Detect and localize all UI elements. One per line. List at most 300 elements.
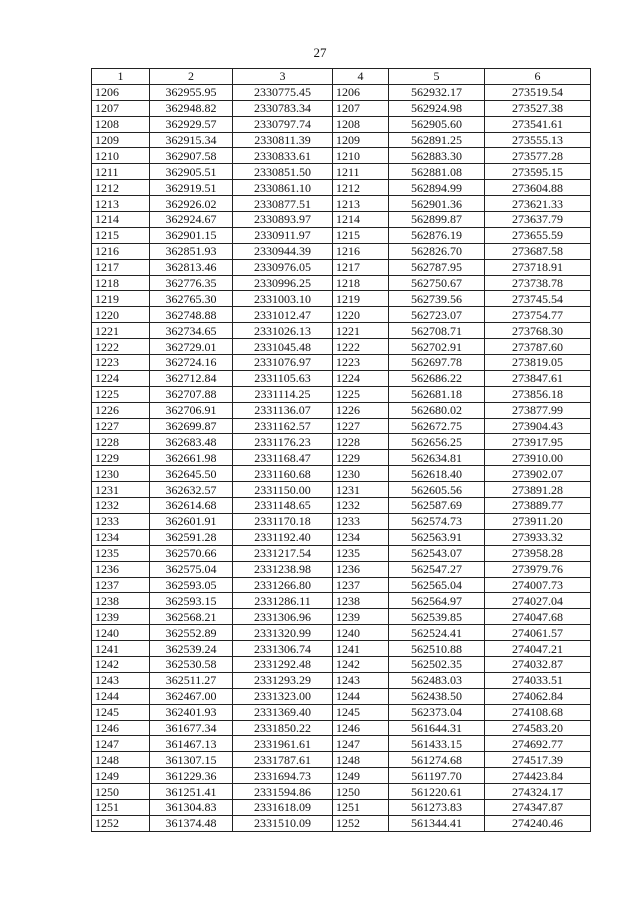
table-cell: 1231	[333, 482, 389, 498]
table-cell: 1251	[333, 799, 389, 815]
table-cell: 362748.88	[150, 307, 233, 323]
table-row	[92, 132, 591, 148]
table-cell: 273819.05	[485, 355, 591, 371]
table-row	[92, 450, 591, 466]
table-cell: 2331105.63	[233, 370, 333, 386]
table-cell: 361467.13	[150, 736, 233, 752]
table-cell: 2331369.40	[233, 704, 333, 720]
table-cell: 2331003.10	[233, 291, 333, 307]
table-cell: 273979.76	[485, 561, 591, 577]
table-cell: 1208	[333, 116, 389, 132]
table-cell: 1206	[92, 84, 150, 100]
table-cell: 1228	[333, 434, 389, 450]
table-cell: 561344.41	[389, 815, 485, 831]
table-cell: 562681.18	[389, 386, 485, 402]
table-cell: 2331323.00	[233, 688, 333, 704]
table-cell: 362729.01	[150, 339, 233, 355]
table-cell: 273527.38	[485, 100, 591, 116]
table-cell: 274047.68	[485, 609, 591, 625]
table-cell: 2330811.39	[233, 132, 333, 148]
table-cell: 1215	[92, 227, 150, 243]
table-cell: 1228	[92, 434, 150, 450]
table-cell: 362948.82	[150, 100, 233, 116]
table-cell: 273904.43	[485, 418, 591, 434]
table-cell: 562723.07	[389, 307, 485, 323]
table-cell: 273856.18	[485, 386, 591, 402]
table-cell: 362919.51	[150, 180, 233, 196]
table-cell: 362929.57	[150, 116, 233, 132]
table-cell: 1243	[92, 672, 150, 688]
table-cell: 2330861.10	[233, 180, 333, 196]
table-cell: 562750.67	[389, 275, 485, 291]
table-cell: 273687.58	[485, 243, 591, 259]
table-row	[92, 434, 591, 450]
table-cell: 1216	[333, 243, 389, 259]
table-cell: 1234	[92, 529, 150, 545]
table-cell: 1217	[92, 259, 150, 275]
table-cell: 2331026.13	[233, 323, 333, 339]
table-cell: 1212	[333, 180, 389, 196]
table-cell: 362901.15	[150, 227, 233, 243]
table-cell: 273595.15	[485, 164, 591, 180]
table-row	[92, 291, 591, 307]
table-cell: 1235	[92, 545, 150, 561]
table-row	[92, 641, 591, 657]
table-row	[92, 339, 591, 355]
table-cell: 562739.56	[389, 291, 485, 307]
table-cell: 273718.91	[485, 259, 591, 275]
table-cell: 562539.85	[389, 609, 485, 625]
table-cell: 273768.30	[485, 323, 591, 339]
table-cell: 274583.20	[485, 720, 591, 736]
table-cell: 562702.91	[389, 339, 485, 355]
table-row	[92, 275, 591, 291]
table-row	[92, 736, 591, 752]
table-cell: 362530.58	[150, 656, 233, 672]
table-row	[92, 196, 591, 212]
table-row	[92, 386, 591, 402]
table-cell: 562891.25	[389, 132, 485, 148]
table-cell: 274324.17	[485, 784, 591, 800]
table-row	[92, 498, 591, 514]
table-cell: 362467.00	[150, 688, 233, 704]
table-cell: 1236	[92, 561, 150, 577]
table-cell: 274062.84	[485, 688, 591, 704]
table-cell: 273519.54	[485, 84, 591, 100]
table-row	[92, 164, 591, 180]
table-cell: 1234	[333, 529, 389, 545]
table-cell: 1252	[333, 815, 389, 831]
table-row	[92, 402, 591, 418]
table-cell: 362765.30	[150, 291, 233, 307]
table-cell: 2331510.09	[233, 815, 333, 831]
table-cell: 362851.93	[150, 243, 233, 259]
table-cell: 362734.65	[150, 323, 233, 339]
table-cell: 1227	[333, 418, 389, 434]
table-cell: 1211	[92, 164, 150, 180]
table-cell: 362699.87	[150, 418, 233, 434]
table-cell: 1213	[333, 196, 389, 212]
table-cell: 2331176.23	[233, 434, 333, 450]
table-cell: 2331694.73	[233, 768, 333, 784]
table-cell: 1221	[92, 323, 150, 339]
table-cell: 562876.19	[389, 227, 485, 243]
table-cell: 2331618.09	[233, 799, 333, 815]
table-cell: 1227	[92, 418, 150, 434]
table-cell: 362661.98	[150, 450, 233, 466]
table-cell: 1244	[333, 688, 389, 704]
table-cell: 2330783.34	[233, 100, 333, 116]
table-cell: 1242	[333, 656, 389, 672]
table-cell: 562686.22	[389, 370, 485, 386]
table-cell: 1247	[333, 736, 389, 752]
table-cell: 274423.84	[485, 768, 591, 784]
table-cell: 273787.60	[485, 339, 591, 355]
table-cell: 2330797.74	[233, 116, 333, 132]
table-cell: 273738.78	[485, 275, 591, 291]
table-cell: 362632.57	[150, 482, 233, 498]
table-cell: 1230	[333, 466, 389, 482]
table-row	[92, 577, 591, 593]
table-cell: 1208	[92, 116, 150, 132]
table-cell: 2330911.97	[233, 227, 333, 243]
table-cell: 1250	[92, 784, 150, 800]
table-cell: 1209	[333, 132, 389, 148]
table-cell: 361251.41	[150, 784, 233, 800]
table-cell: 562543.07	[389, 545, 485, 561]
table-cell: 1214	[92, 212, 150, 228]
table-cell: 2331961.61	[233, 736, 333, 752]
table-cell: 2331162.57	[233, 418, 333, 434]
table-cell: 1232	[92, 498, 150, 514]
column-header: 4	[333, 69, 389, 85]
table-cell: 362575.04	[150, 561, 233, 577]
table-cell: 561274.68	[389, 752, 485, 768]
table-body	[92, 84, 591, 831]
table-cell: 562547.27	[389, 561, 485, 577]
table-cell: 2330833.61	[233, 148, 333, 164]
table-row	[92, 259, 591, 275]
table-cell: 361307.15	[150, 752, 233, 768]
table-cell: 1248	[333, 752, 389, 768]
table-cell: 1220	[92, 307, 150, 323]
table-row	[92, 212, 591, 228]
table-cell: 2331306.74	[233, 641, 333, 657]
table-cell: 362955.95	[150, 84, 233, 100]
table-cell: 1251	[92, 799, 150, 815]
table-cell: 1230	[92, 466, 150, 482]
table-cell: 1216	[92, 243, 150, 259]
table-cell: 2331594.86	[233, 784, 333, 800]
table-cell: 273917.95	[485, 434, 591, 450]
table-cell: 1241	[333, 641, 389, 657]
table-row	[92, 227, 591, 243]
column-header: 6	[485, 69, 591, 85]
table-cell: 1222	[333, 339, 389, 355]
table-cell: 274027.04	[485, 593, 591, 609]
table-cell: 362706.91	[150, 402, 233, 418]
table-cell: 1226	[92, 402, 150, 418]
table-cell: 561273.83	[389, 799, 485, 815]
table-cell: 2331045.48	[233, 339, 333, 355]
table-cell: 562901.36	[389, 196, 485, 212]
table-cell: 561197.70	[389, 768, 485, 784]
table-cell: 362591.28	[150, 529, 233, 545]
column-header: 3	[233, 69, 333, 85]
table-cell: 562438.50	[389, 688, 485, 704]
table-row	[92, 513, 591, 529]
table-cell: 273958.28	[485, 545, 591, 561]
table-cell: 1206	[333, 84, 389, 100]
table-cell: 1225	[92, 386, 150, 402]
table-row	[92, 799, 591, 815]
table-cell: 1214	[333, 212, 389, 228]
table-cell: 274047.21	[485, 641, 591, 657]
table-cell: 273745.54	[485, 291, 591, 307]
table-row	[92, 672, 591, 688]
table-cell: 273555.13	[485, 132, 591, 148]
table-row	[92, 323, 591, 339]
table-cell: 362712.84	[150, 370, 233, 386]
table-cell: 562510.88	[389, 641, 485, 657]
table-row	[92, 815, 591, 831]
table-cell: 2330944.39	[233, 243, 333, 259]
table-row	[92, 625, 591, 641]
table-cell: 274033.51	[485, 672, 591, 688]
table-cell: 1209	[92, 132, 150, 148]
table-cell: 362568.21	[150, 609, 233, 625]
table-cell: 561644.31	[389, 720, 485, 736]
table-cell: 274692.77	[485, 736, 591, 752]
page-number: 27	[313, 45, 327, 60]
table-cell: 2331286.11	[233, 593, 333, 609]
table-cell: 1221	[333, 323, 389, 339]
table-row	[92, 148, 591, 164]
table-row	[92, 545, 591, 561]
table-cell: 273637.79	[485, 212, 591, 228]
table-cell: 562787.95	[389, 259, 485, 275]
table-cell: 1245	[333, 704, 389, 720]
table-cell: 362683.48	[150, 434, 233, 450]
table-cell: 1218	[333, 275, 389, 291]
table-cell: 1210	[333, 148, 389, 164]
table-cell: 1225	[333, 386, 389, 402]
table-cell: 1238	[333, 593, 389, 609]
table-cell: 362511.27	[150, 672, 233, 688]
table-cell: 2331306.96	[233, 609, 333, 625]
table-cell: 361304.83	[150, 799, 233, 815]
table-cell: 2330775.45	[233, 84, 333, 100]
table-cell: 562656.25	[389, 434, 485, 450]
table-cell: 2331160.68	[233, 466, 333, 482]
table-cell: 2330976.05	[233, 259, 333, 275]
table-cell: 562894.99	[389, 180, 485, 196]
table-cell: 274007.73	[485, 577, 591, 593]
table-row	[92, 355, 591, 371]
table-cell: 562574.73	[389, 513, 485, 529]
table-cell: 1248	[92, 752, 150, 768]
table-row	[92, 609, 591, 625]
table-cell: 1247	[92, 736, 150, 752]
table-cell: 361229.36	[150, 768, 233, 784]
table-cell: 362401.93	[150, 704, 233, 720]
table-cell: 362907.58	[150, 148, 233, 164]
table-cell: 1223	[92, 355, 150, 371]
table-cell: 1232	[333, 498, 389, 514]
table-cell: 2331238.98	[233, 561, 333, 577]
table-row	[92, 561, 591, 577]
table-cell: 1219	[92, 291, 150, 307]
table-cell: 273847.61	[485, 370, 591, 386]
table-cell: 274517.39	[485, 752, 591, 768]
table-cell: 562483.03	[389, 672, 485, 688]
table-cell: 362593.15	[150, 593, 233, 609]
table-cell: 362593.05	[150, 577, 233, 593]
table-cell: 362645.50	[150, 466, 233, 482]
table-cell: 1212	[92, 180, 150, 196]
table-cell: 2331150.00	[233, 482, 333, 498]
table-cell: 562618.40	[389, 466, 485, 482]
table-cell: 2331136.07	[233, 402, 333, 418]
table-cell: 361677.34	[150, 720, 233, 736]
table-cell: 1229	[333, 450, 389, 466]
table-cell: 2331114.25	[233, 386, 333, 402]
table-cell: 562680.02	[389, 402, 485, 418]
table-cell: 2331787.61	[233, 752, 333, 768]
table-cell: 562899.87	[389, 212, 485, 228]
table-cell: 362724.16	[150, 355, 233, 371]
table-cell: 362539.24	[150, 641, 233, 657]
table-cell: 273754.77	[485, 307, 591, 323]
table-cell: 562565.04	[389, 577, 485, 593]
table-cell: 273891.28	[485, 482, 591, 498]
table-cell: 562502.35	[389, 656, 485, 672]
table-cell: 362552.89	[150, 625, 233, 641]
table-cell: 2330893.97	[233, 212, 333, 228]
table-cell: 362707.88	[150, 386, 233, 402]
table-cell: 561433.15	[389, 736, 485, 752]
table-cell: 2331217.54	[233, 545, 333, 561]
table-cell: 2331076.97	[233, 355, 333, 371]
table-cell: 1235	[333, 545, 389, 561]
table-cell: 362776.35	[150, 275, 233, 291]
table-cell: 1252	[92, 815, 150, 831]
table-cell: 273877.99	[485, 402, 591, 418]
table-cell: 1239	[92, 609, 150, 625]
table-row	[92, 768, 591, 784]
table-cell: 562826.70	[389, 243, 485, 259]
table-cell: 2331012.47	[233, 307, 333, 323]
table-cell: 1224	[333, 370, 389, 386]
table-cell: 274061.57	[485, 625, 591, 641]
table-cell: 562524.41	[389, 625, 485, 641]
table-cell: 1220	[333, 307, 389, 323]
table-cell: 2331170.18	[233, 513, 333, 529]
table-row	[92, 116, 591, 132]
table-cell: 1207	[92, 100, 150, 116]
table-cell: 1210	[92, 148, 150, 164]
table-cell: 362601.91	[150, 513, 233, 529]
table-header-row	[92, 69, 591, 85]
table-cell: 273902.07	[485, 466, 591, 482]
table-cell: 562905.60	[389, 116, 485, 132]
table-cell: 562672.75	[389, 418, 485, 434]
table-cell: 1239	[333, 609, 389, 625]
table-row	[92, 370, 591, 386]
table-cell: 562881.08	[389, 164, 485, 180]
table-cell: 362924.67	[150, 212, 233, 228]
table-cell: 562564.97	[389, 593, 485, 609]
table-cell: 562932.17	[389, 84, 485, 100]
table-cell: 1236	[333, 561, 389, 577]
table-row	[92, 720, 591, 736]
table-row	[92, 243, 591, 259]
table-cell: 2331192.40	[233, 529, 333, 545]
table-cell: 1237	[92, 577, 150, 593]
table-cell: 273541.61	[485, 116, 591, 132]
table-cell: 1249	[92, 768, 150, 784]
table-cell: 273910.00	[485, 450, 591, 466]
column-header: 5	[389, 69, 485, 85]
table-cell: 562587.69	[389, 498, 485, 514]
table-cell: 2330851.50	[233, 164, 333, 180]
table-cell: 562697.78	[389, 355, 485, 371]
table-row	[92, 100, 591, 116]
table-row	[92, 656, 591, 672]
table-cell: 1250	[333, 784, 389, 800]
table-cell: 2331320.99	[233, 625, 333, 641]
table-cell: 273604.88	[485, 180, 591, 196]
table-cell: 362905.51	[150, 164, 233, 180]
table-cell: 2331850.22	[233, 720, 333, 736]
table-cell: 1243	[333, 672, 389, 688]
table-cell: 273655.59	[485, 227, 591, 243]
table-cell: 1211	[333, 164, 389, 180]
table-cell: 362915.34	[150, 132, 233, 148]
table-cell: 1224	[92, 370, 150, 386]
table-cell: 274347.87	[485, 799, 591, 815]
table-row	[92, 180, 591, 196]
table-row	[92, 307, 591, 323]
table-row	[92, 529, 591, 545]
table-cell: 362813.46	[150, 259, 233, 275]
table-cell: 1238	[92, 593, 150, 609]
table-cell: 273621.33	[485, 196, 591, 212]
table-cell: 562883.30	[389, 148, 485, 164]
table-row	[92, 593, 591, 609]
table-cell: 1244	[92, 688, 150, 704]
table-cell: 274108.68	[485, 704, 591, 720]
table-cell: 1219	[333, 291, 389, 307]
table-cell: 1222	[92, 339, 150, 355]
table-cell: 1218	[92, 275, 150, 291]
table-cell: 1241	[92, 641, 150, 657]
table-row	[92, 704, 591, 720]
table-cell: 1233	[92, 513, 150, 529]
table-cell: 1207	[333, 100, 389, 116]
table-cell: 1245	[92, 704, 150, 720]
table-cell: 1231	[92, 482, 150, 498]
table-row	[92, 418, 591, 434]
table-cell: 1233	[333, 513, 389, 529]
table-cell: 1217	[333, 259, 389, 275]
table-row	[92, 482, 591, 498]
table-cell: 362926.02	[150, 196, 233, 212]
table-row	[92, 752, 591, 768]
table-cell: 274240.46	[485, 815, 591, 831]
table-cell: 273577.28	[485, 148, 591, 164]
table-cell: 1246	[92, 720, 150, 736]
